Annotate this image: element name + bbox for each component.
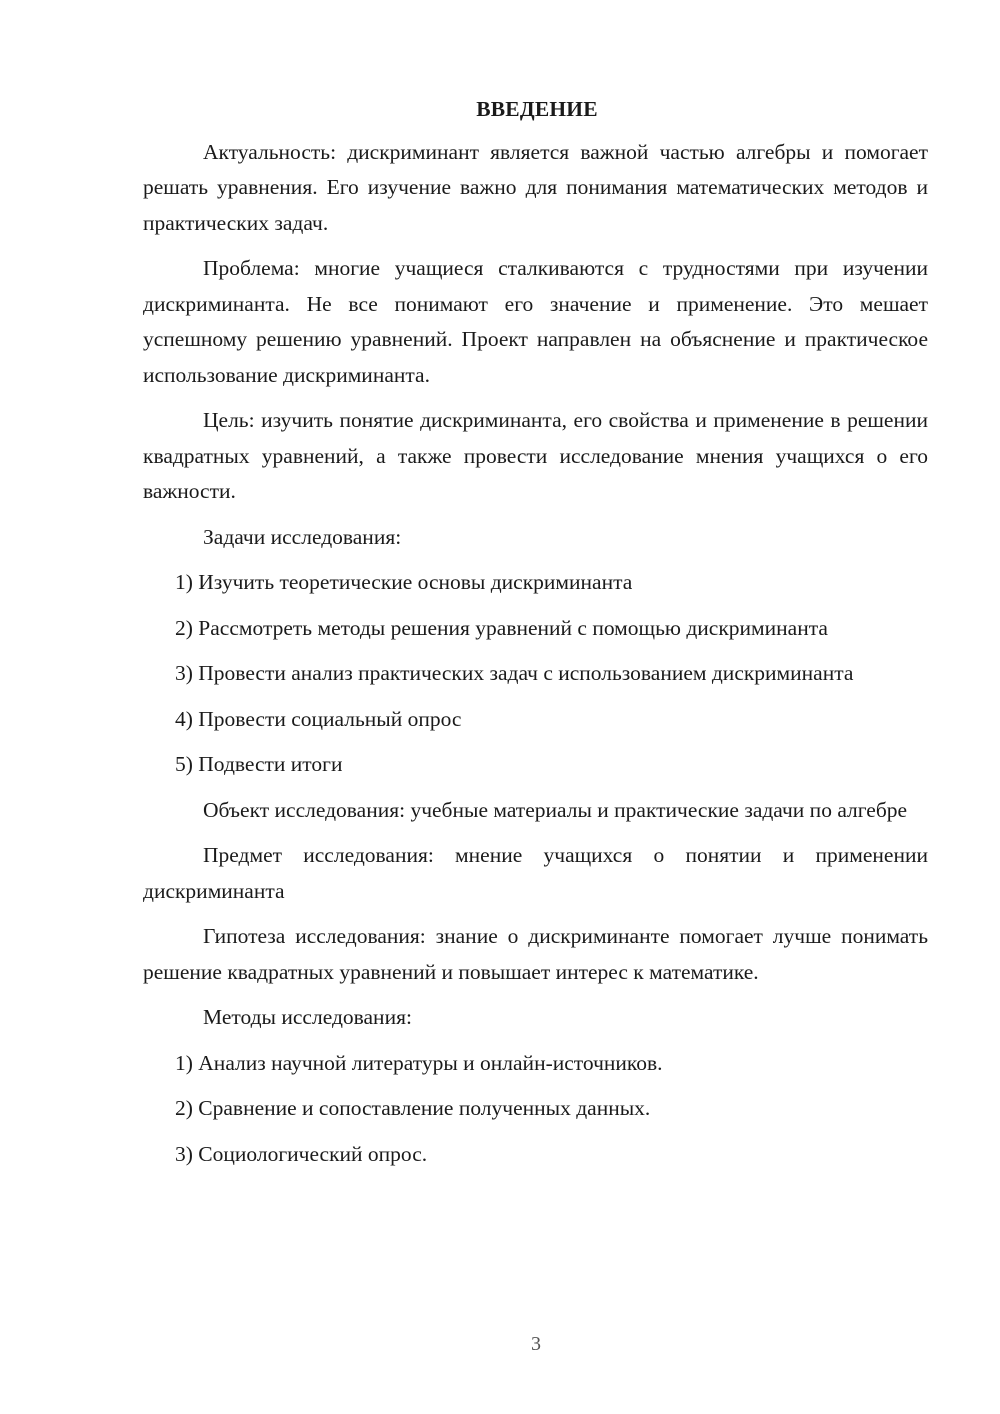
task-item: 5) Подвести итоги (175, 752, 343, 776)
task-item: 1) Изучить теоретические основы дискриминанта (175, 570, 633, 594)
method-item: 3) Социологический опрос. (175, 1141, 428, 1166)
goal-paragraph: Цель: изучить понятие дискриминанта, его свойства и применение в решении квадратных уравнений, а также провести исследование мнения учащихся о его важности. (143, 408, 928, 503)
problem-paragraph: Проблема: многие учащиеся сталкиваются с трудностями при изучении дискриминанта. Не все понимают его значение и применение. Это мешает успешному решению уравнений. Проект направлен на объяснение и практическое использование дискриминанта. (143, 256, 928, 387)
method-item: 2) Сравнение и сопоставление полученных данных. (175, 1096, 651, 1120)
object-paragraph: Объект исследования: учебные материалы и практические задачи по алгебре (203, 797, 908, 822)
task-item: 4) Провести социальный опрос (175, 706, 462, 731)
tasks-title: Задачи исследования: (203, 524, 402, 549)
document-page (143, 92, 928, 1182)
subject-paragraph: Предмет исследования: мнение учащихся о понятии и применении дискриминанта (143, 843, 928, 903)
section-heading: ВВЕДЕНИЕ (476, 97, 598, 121)
page-number: 3 (531, 1333, 541, 1355)
method-item: 1) Анализ научной литературы и онлайн-источников. (175, 1050, 663, 1075)
relevance-paragraph: Актуальность: дискриминант является важной частью алгебры и помогает решать уравнения. Его изучение важно для понимания математических методов и практических задач. (143, 139, 928, 235)
task-item: 2) Рассмотреть методы решения уравнений с помощью дискриминанта (175, 615, 828, 640)
methods-title: Методы исследования: (203, 1005, 412, 1029)
hypothesis-paragraph: Гипотеза исследования: знание о дискриминанте помогает лучше понимать решение квадратных уравнений и повышает интерес к математике. (143, 924, 928, 984)
task-item: 3) Провести анализ практических задач с использованием дискриминанта (175, 661, 854, 685)
